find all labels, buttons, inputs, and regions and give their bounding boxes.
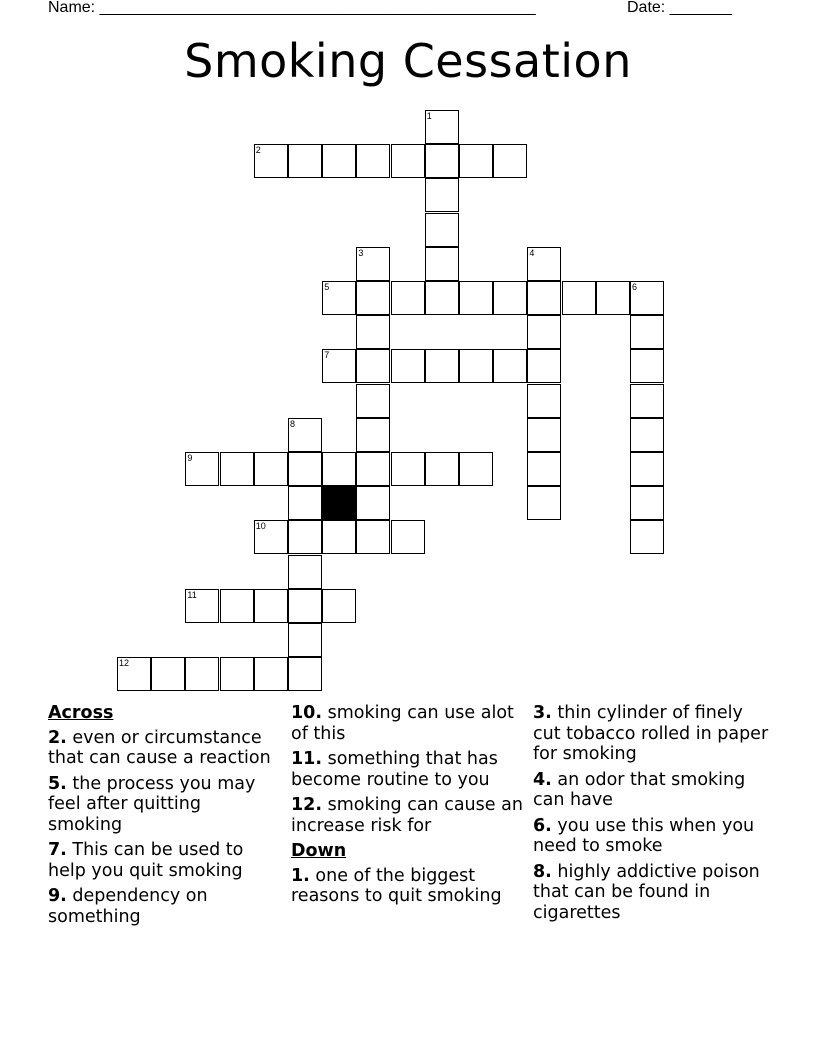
grid-cell[interactable]: [459, 144, 493, 178]
grid-cell[interactable]: [185, 589, 219, 623]
grid-cell[interactable]: [254, 144, 288, 178]
grid-cell[interactable]: [527, 452, 561, 486]
grid-cell[interactable]: [630, 452, 664, 486]
clues-column-1: [48, 703, 278, 932]
grid-cell[interactable]: [391, 349, 425, 383]
filled-grid-cell: [322, 486, 356, 520]
grid-cell[interactable]: [630, 315, 664, 349]
clue-number: 11: [187, 589, 197, 600]
clue-across-11: 11. something that has become routine to you: [291, 749, 498, 790]
grid-cell[interactable]: [254, 520, 288, 554]
grid-cell[interactable]: [459, 281, 493, 315]
grid-cell[interactable]: [322, 144, 356, 178]
clue-across-5: 5. the process you may feel after quitting smoking: [48, 773, 256, 835]
clues-column-2: [291, 703, 526, 912]
grid-cell[interactable]: [425, 349, 459, 383]
clue-across-10: 10. smoking can use alot of this: [291, 703, 514, 744]
grid-cell[interactable]: [220, 589, 254, 623]
clue-number: 3: [358, 247, 364, 258]
grid-cell[interactable]: [288, 520, 322, 554]
clue-number: 12: [119, 658, 130, 669]
clue-number: 10: [255, 521, 266, 532]
grid-cell[interactable]: [151, 657, 185, 691]
name-field[interactable]: Name: _________________________________________________: [48, 0, 536, 16]
grid-cell[interactable]: [425, 178, 459, 212]
grid-cell[interactable]: [220, 452, 254, 486]
grid-cell[interactable]: [254, 589, 288, 623]
clues-column-3: [533, 703, 773, 928]
grid-cell[interactable]: [596, 281, 630, 315]
clue-down-3: 3. thin cylinder of finely cut tobacco rolled in paper for smoking: [533, 703, 769, 764]
grid-cell[interactable]: [493, 349, 527, 383]
grid-cell[interactable]: [527, 486, 561, 520]
grid-cell[interactable]: [527, 349, 561, 383]
clue-across-9: 9. dependency on something: [48, 886, 208, 927]
clue-down-6: 6. you use this when you need to smoke: [533, 815, 755, 856]
grid-cell[interactable]: [527, 315, 561, 349]
grid-cell[interactable]: [356, 418, 390, 452]
grid-cell[interactable]: [630, 349, 664, 383]
grid-cell[interactable]: [425, 247, 459, 281]
grid-cell[interactable]: [356, 247, 390, 281]
grid-cell[interactable]: [527, 418, 561, 452]
clue-across-7: 7. This can be used to help you quit smoking: [48, 840, 244, 881]
grid-cell[interactable]: [288, 144, 322, 178]
grid-cell[interactable]: [185, 452, 219, 486]
grid-cell[interactable]: [322, 452, 356, 486]
grid-cell[interactable]: [356, 349, 390, 383]
grid-cell[interactable]: [425, 213, 459, 247]
clue-across-12: 12. smoking can cause an increase risk for: [291, 795, 523, 836]
grid-cell[interactable]: [288, 623, 322, 657]
grid-cell[interactable]: [630, 384, 664, 418]
grid-cell[interactable]: [356, 281, 390, 315]
clue-across-2: 2. even or circumstance that can cause a reaction: [48, 727, 271, 768]
grid-cell[interactable]: [425, 452, 459, 486]
grid-cell[interactable]: [254, 657, 288, 691]
grid-cell[interactable]: [322, 281, 356, 315]
clue-down-1: 1. one of the biggest reasons to quit smoking: [291, 865, 502, 906]
puzzle-title: Smoking Cessation: [184, 34, 632, 88]
grid-cell[interactable]: [185, 657, 219, 691]
grid-cell[interactable]: [630, 281, 664, 315]
grid-cell[interactable]: [356, 144, 390, 178]
grid-cell[interactable]: [493, 281, 527, 315]
grid-cell[interactable]: [630, 520, 664, 554]
down-heading: Down: [291, 841, 347, 861]
grid-cell[interactable]: [391, 520, 425, 554]
date-field[interactable]: Date: _______: [627, 0, 732, 16]
grid-cell[interactable]: [254, 452, 288, 486]
grid-cell[interactable]: [356, 520, 390, 554]
grid-cell[interactable]: [288, 418, 322, 452]
grid-cell[interactable]: [630, 486, 664, 520]
grid-cell[interactable]: [527, 281, 561, 315]
clue-number: 5: [324, 282, 330, 292]
grid-cell[interactable]: [459, 349, 493, 383]
grid-cell[interactable]: [391, 452, 425, 486]
clue-down-8: 8. highly addictive poison that can be found in cigarettes: [533, 861, 760, 923]
grid-cell[interactable]: [220, 657, 254, 691]
grid-cell[interactable]: [356, 315, 390, 349]
clue-number: 6: [632, 282, 638, 292]
clue-number: 9: [187, 453, 193, 463]
grid-cell[interactable]: [356, 384, 390, 418]
grid-cell[interactable]: [391, 144, 425, 178]
grid-cell[interactable]: [527, 384, 561, 418]
grid-cell[interactable]: [391, 281, 425, 315]
grid-cell[interactable]: [425, 110, 459, 144]
grid-cell[interactable]: [527, 247, 561, 281]
grid-cell[interactable]: [356, 486, 390, 520]
grid-cell[interactable]: [288, 452, 322, 486]
clue-number: 8: [290, 418, 296, 429]
grid-cell[interactable]: [493, 144, 527, 178]
grid-cell[interactable]: [459, 452, 493, 486]
grid-cell[interactable]: [356, 452, 390, 486]
grid-cell[interactable]: [288, 486, 322, 520]
grid-cell[interactable]: [288, 555, 322, 589]
grid-cell[interactable]: [288, 589, 322, 623]
clue-number: 4: [529, 247, 535, 258]
clue-down-4: 4. an odor that smoking can have: [533, 769, 746, 810]
clue-number: 2: [255, 145, 261, 156]
clue-number: 7: [324, 350, 330, 361]
grid-cell[interactable]: [117, 657, 151, 691]
grid-cell[interactable]: [322, 589, 356, 623]
grid-cell[interactable]: [425, 281, 459, 315]
clue-number: 1: [426, 111, 432, 121]
grid-cell[interactable]: [562, 281, 596, 315]
grid-cell[interactable]: [322, 349, 356, 383]
grid-cell[interactable]: [630, 418, 664, 452]
grid-cell[interactable]: [425, 144, 459, 178]
grid-cell[interactable]: [322, 520, 356, 554]
grid-cell[interactable]: [288, 657, 322, 691]
across-heading: Across: [48, 703, 114, 723]
